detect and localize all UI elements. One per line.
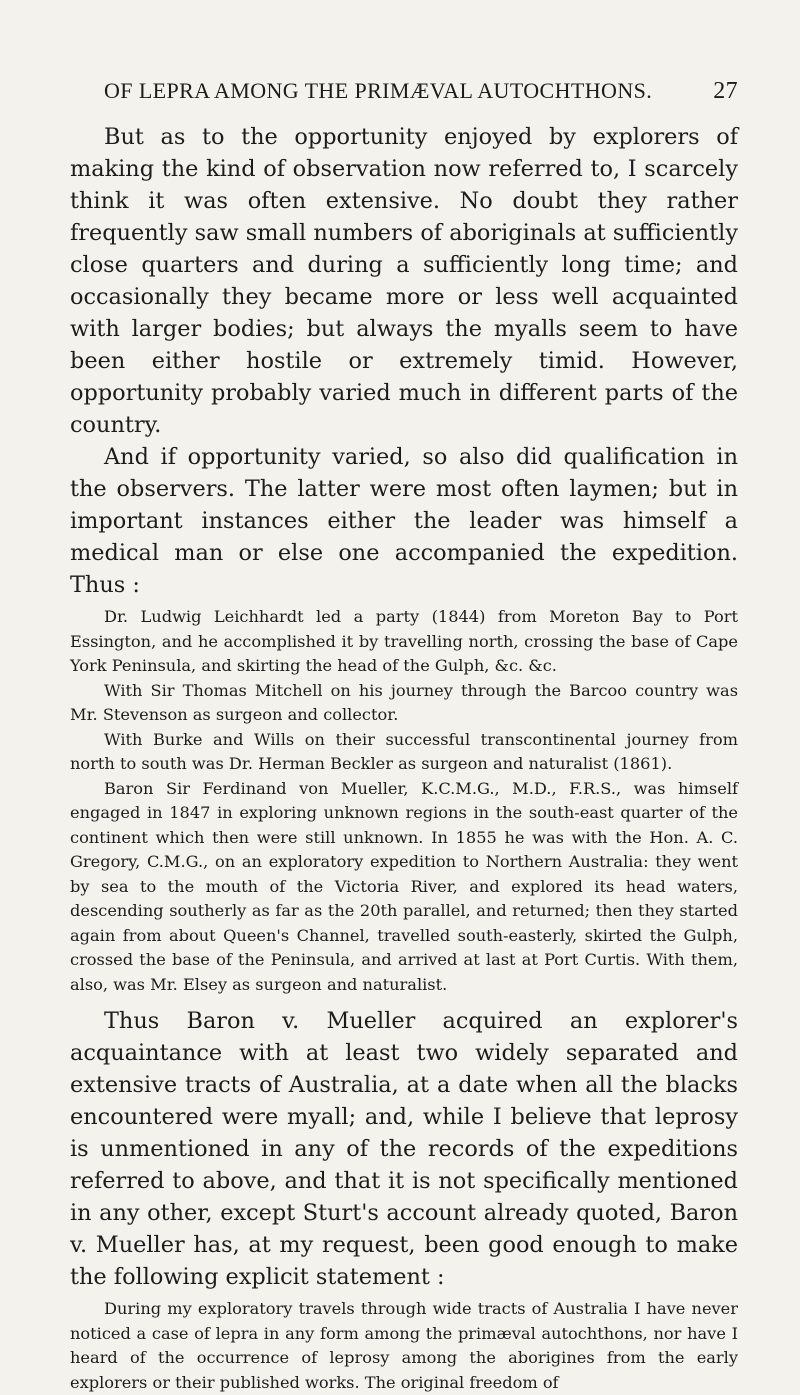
expedition-mitchell: With Sir Thomas Mitchell on his journey through the Barcoo country was Mr. Stevenson as surgeon and collector. [70, 680, 738, 724]
statement-quote: During my exploratory travels through wide tracts of Australia I have never noticed a case of lepra in any form among the primæval autochthons, nor have I heard of the occurrence of leprosy among the aborigines from the early explorers or their published works. The original freedom of [70, 1299, 738, 1392]
mueller-statement [70, 1297, 738, 1395]
page-number: 27 [713, 78, 738, 104]
expedition-mueller: Baron Sir Ferdinand von Mueller, K.C.M.G., M.D., F.R.S., was himself engaged in 1847 in exploring unknown regions in the south-east quarter of the continent which then were still unknown. In 1855 he was with the Hon. A. C. Gregory, C.M.G., on an exploratory expedition to Northern Australia: they went by sea to the mouth of the Victoria River, and explored its head waters, descending southerly as far as the 20th parallel, and returned; then they started again from about Queen's Channel, travelled south-easterly, skirted the Gulph, crossed the base of the Peninsula, and arrived at last at Port Curtis. With them, also, was Mr. Elsey as surgeon and naturalist. [70, 778, 738, 994]
expedition-list [70, 605, 738, 997]
expedition-burke-wills: With Burke and Wills on their successful transcontinental journey from north to south was Dr. Herman Beckler as surgeon and naturalist (1861). [70, 729, 738, 773]
expedition-leichhardt: Dr. Ludwig Leichhardt led a party (1844) from Moreton Bay to Port Essington, and he accomplished it by travelling north, crossing the base of Cape York Peninsula, and skirting the head of the Gulph, &c. &c. [70, 607, 738, 675]
paragraph-2: And if opportunity varied, so also did qualification in the observers. The latter were most often laymen; but in important instances either the leader was himself a medical man or else one accompanied the expedition. Thus : [70, 444, 738, 598]
paragraph-3: Thus Baron v. Mueller acquired an explorer's acquaintance with at least two widely separated and extensive tracts of Australia, at a date when all the blacks encountered were myall; and, while I believe that leprosy is unmentioned in any of the records of the expeditions referred to above, and that it is not specifically mentioned in any other, except Sturt's account already quoted, Baron v. Mueller has, at my request, been good enough to make the following explicit statement : [70, 1008, 738, 1290]
running-title: OF LEPRA AMONG THE PRIMÆVAL AUTOCHTHONS. [104, 78, 653, 103]
paragraph-1: But as to the opportunity enjoyed by explorers of making the kind of observation now referred to, I scarcely think it was often extensive. No doubt they rather frequently saw small numbers of aboriginals at sufficiently close quarters and during a sufficiently long time; and occasionally they became more or less well acquainted with larger bodies; but always the myalls seem to have been either hostile or extremely timid. However, opportunity probably varied much in different parts of the country. [70, 124, 738, 438]
running-head [104, 78, 738, 105]
